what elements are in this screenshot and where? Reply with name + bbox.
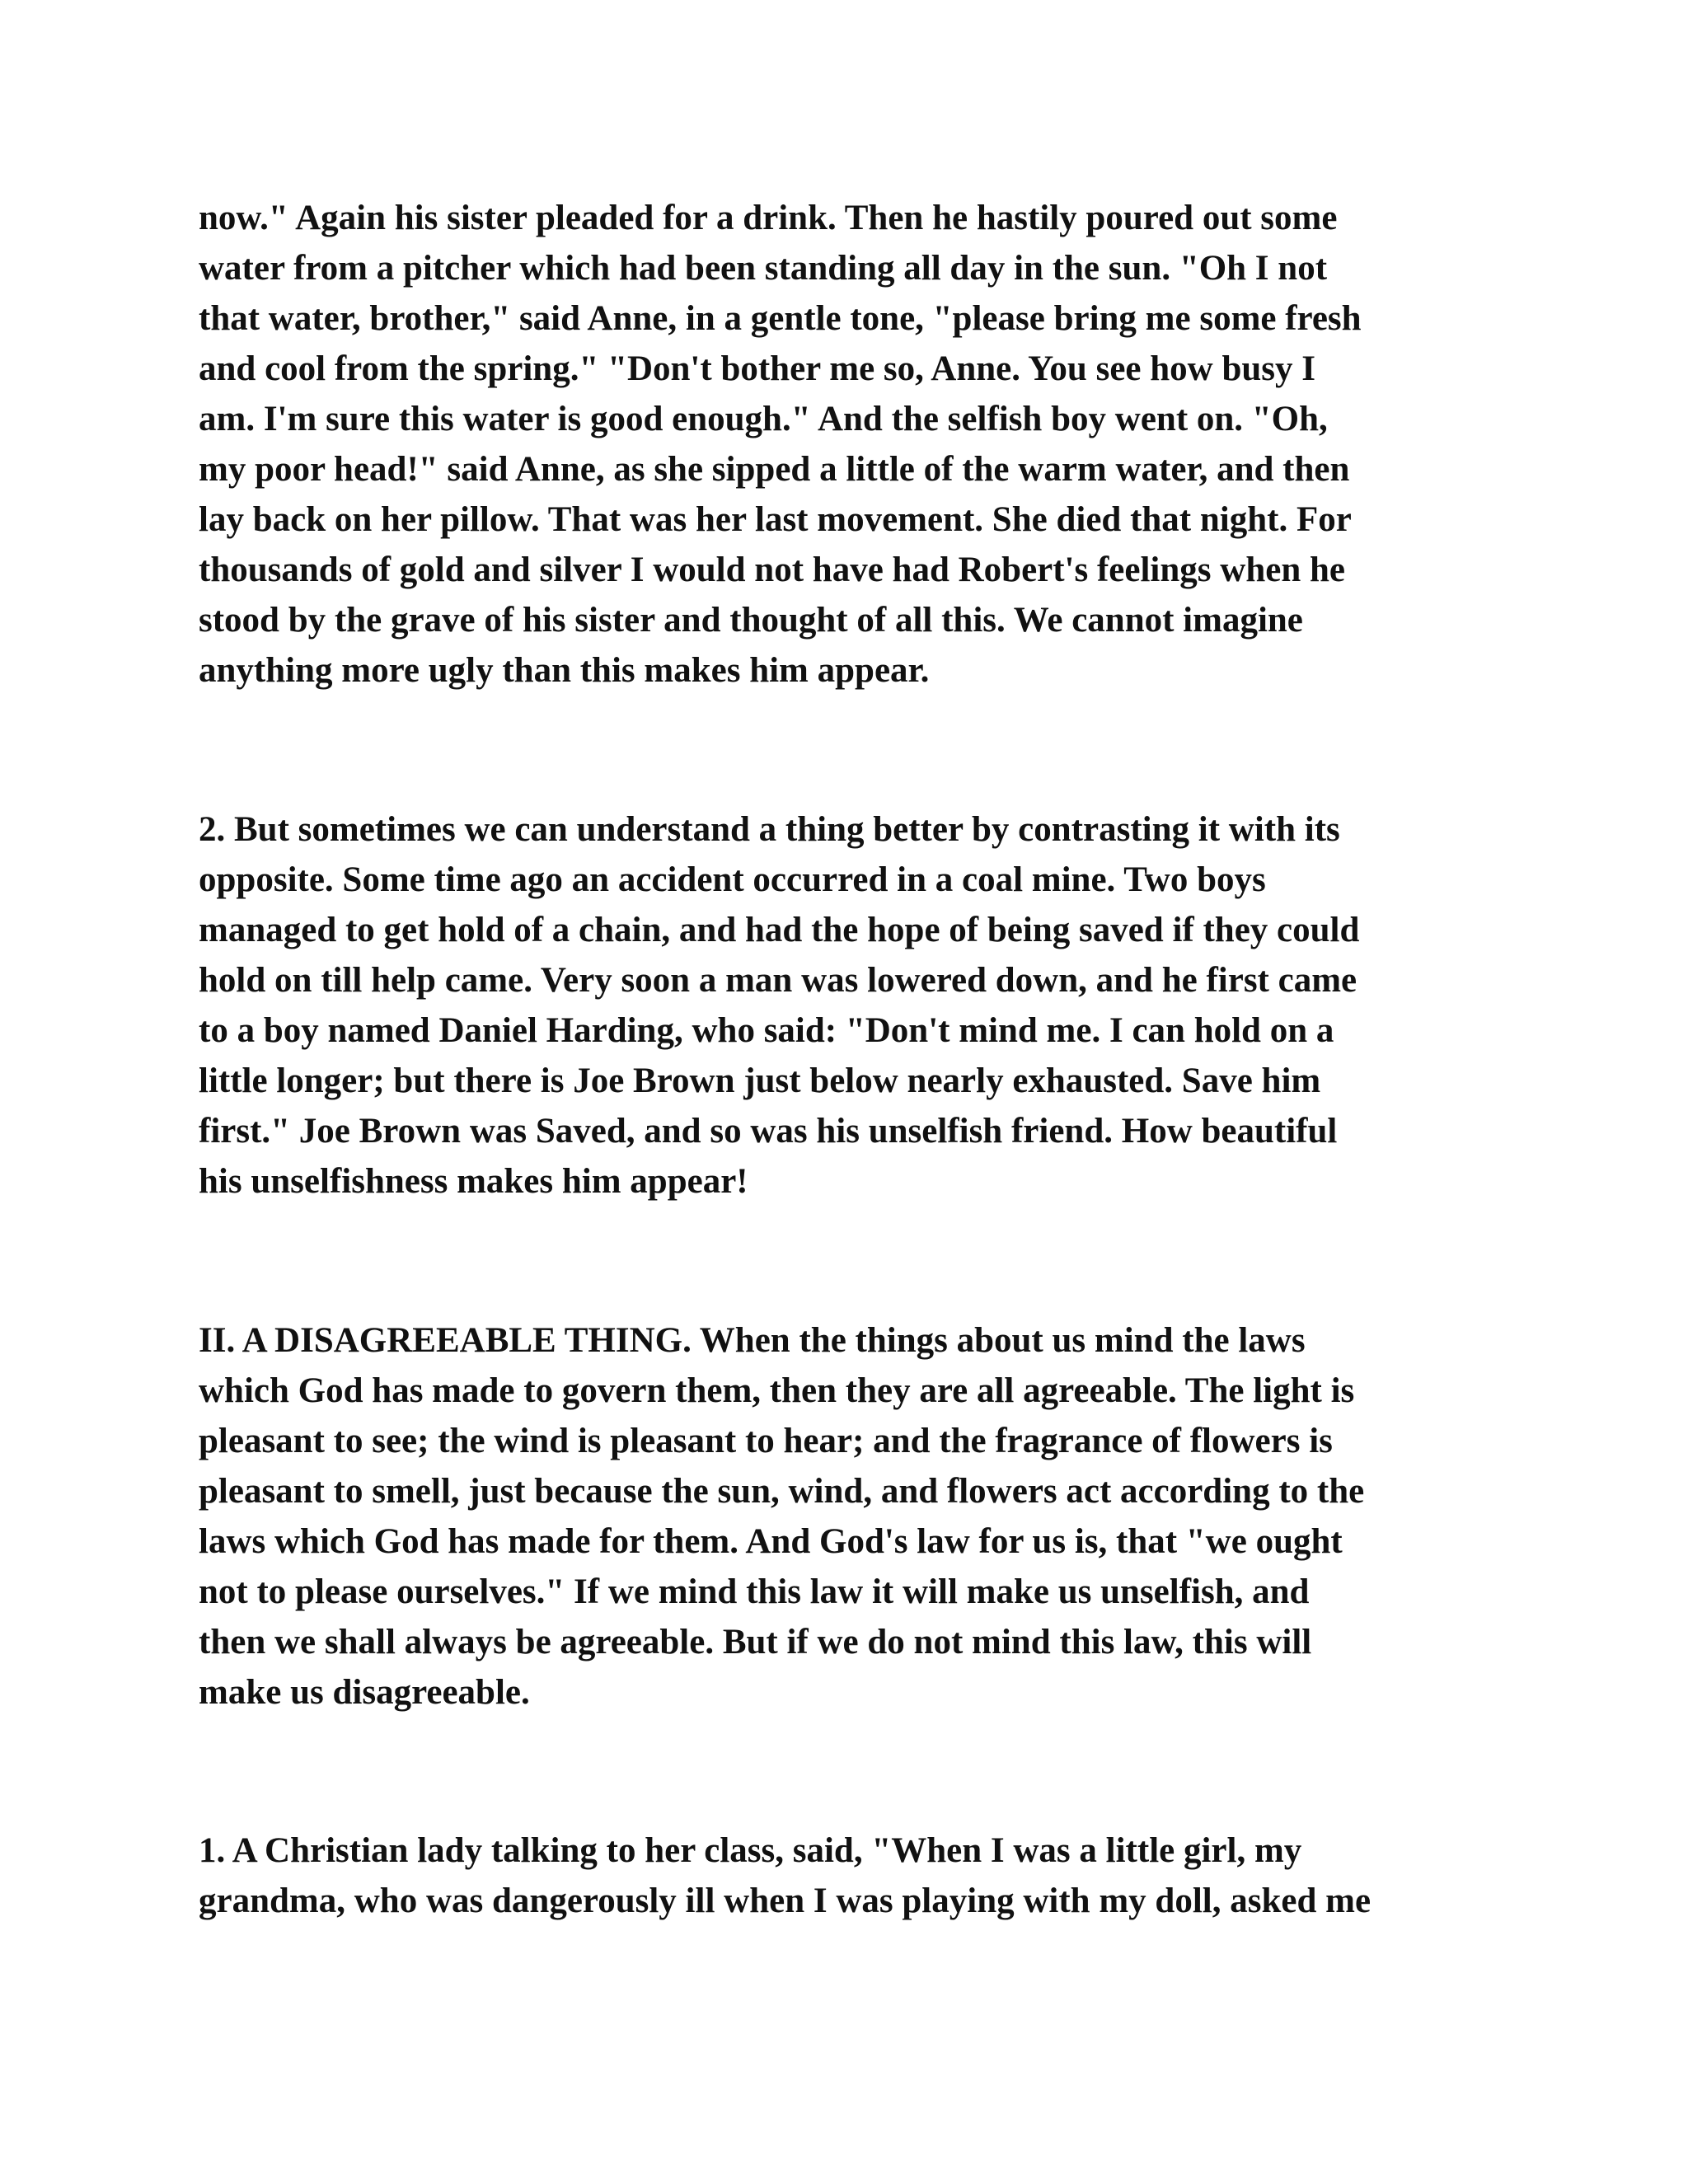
text-line: and cool from the spring." "Don't bother me so, Anne. You see how busy I: [199, 349, 1316, 388]
paragraph-anne-story: [199, 193, 1484, 696]
text-line: now." Again his sister pleaded for a drink. Then he hastily poured out some: [199, 199, 1338, 237]
text-line: pleasant to smell, just because the sun, wind, and flowers act according to the: [199, 1472, 1365, 1511]
text-line: first." Joe Brown was Saved, and so was his unselfish friend. How beautiful: [199, 1112, 1338, 1151]
paragraph-disagreeable-thing: [199, 1315, 1484, 1718]
text-line: am. I'm sure this water is good enough." And the selfish boy went on. "Oh,: [199, 400, 1328, 438]
text-line: not to please ourselves." If we mind this law it will make us unselfish, and: [199, 1572, 1310, 1611]
text-line: grandma, who was dangerously ill when I was playing with my doll, asked me: [199, 1882, 1372, 1920]
paragraph-coal-mine: [199, 804, 1484, 1207]
text-line: opposite. Some time ago an accident occurred in a coal mine. Two boys: [199, 860, 1266, 899]
paragraph-christian-lady: [199, 1825, 1484, 1926]
text-line: managed to get hold of a chain, and had the hope of being saved if they could: [199, 911, 1360, 949]
text-line: little longer; but there is Joe Brown just below nearly exhausted. Save him: [199, 1062, 1321, 1100]
text-line: to a boy named Daniel Harding, who said: "Don't mind me. I can hold on a: [199, 1011, 1334, 1050]
text-line: 2. But sometimes we can understand a thing better by contrasting it with its: [199, 810, 1340, 849]
text-line: lay back on her pillow. That was her last movement. She died that night. For: [199, 500, 1352, 539]
text-line: hold on till help came. Very soon a man was lowered down, and he first came: [199, 961, 1357, 1000]
text-line: anything more ugly than this makes him appear.: [199, 651, 930, 690]
text-line: thousands of gold and silver I would not have had Robert's feelings when he: [199, 551, 1345, 589]
text-line: laws which God has made for them. And God's law for us is, that "we ought: [199, 1522, 1343, 1561]
text-line: II. A DISAGREEABLE THING. When the things about us mind the laws: [199, 1321, 1306, 1360]
text-line: that water, brother," said Anne, in a gentle tone, "please bring me some fresh: [199, 299, 1362, 338]
text-line: which God has made to govern them, then they are all agreeable. The light is: [199, 1371, 1355, 1410]
text-line: then we shall always be agreeable. But if we do not mind this law, this will: [199, 1623, 1312, 1661]
text-line: stood by the grave of his sister and thought of all this. We cannot imagine: [199, 601, 1303, 640]
text-line: pleasant to see; the wind is pleasant to hear; and the fragrance of flowers is: [199, 1422, 1333, 1460]
text-line: make us disagreeable.: [199, 1673, 530, 1712]
text-line: his unselfishness makes him appear!: [199, 1162, 748, 1201]
text-line: my poor head!" said Anne, as she sipped a little of the warm water, and then: [199, 450, 1350, 489]
text-line: 1. A Christian lady talking to her class, said, "When I was a little girl, my: [199, 1831, 1302, 1870]
text-line: water from a pitcher which had been standing all day in the sun. "Oh I not: [199, 249, 1328, 288]
